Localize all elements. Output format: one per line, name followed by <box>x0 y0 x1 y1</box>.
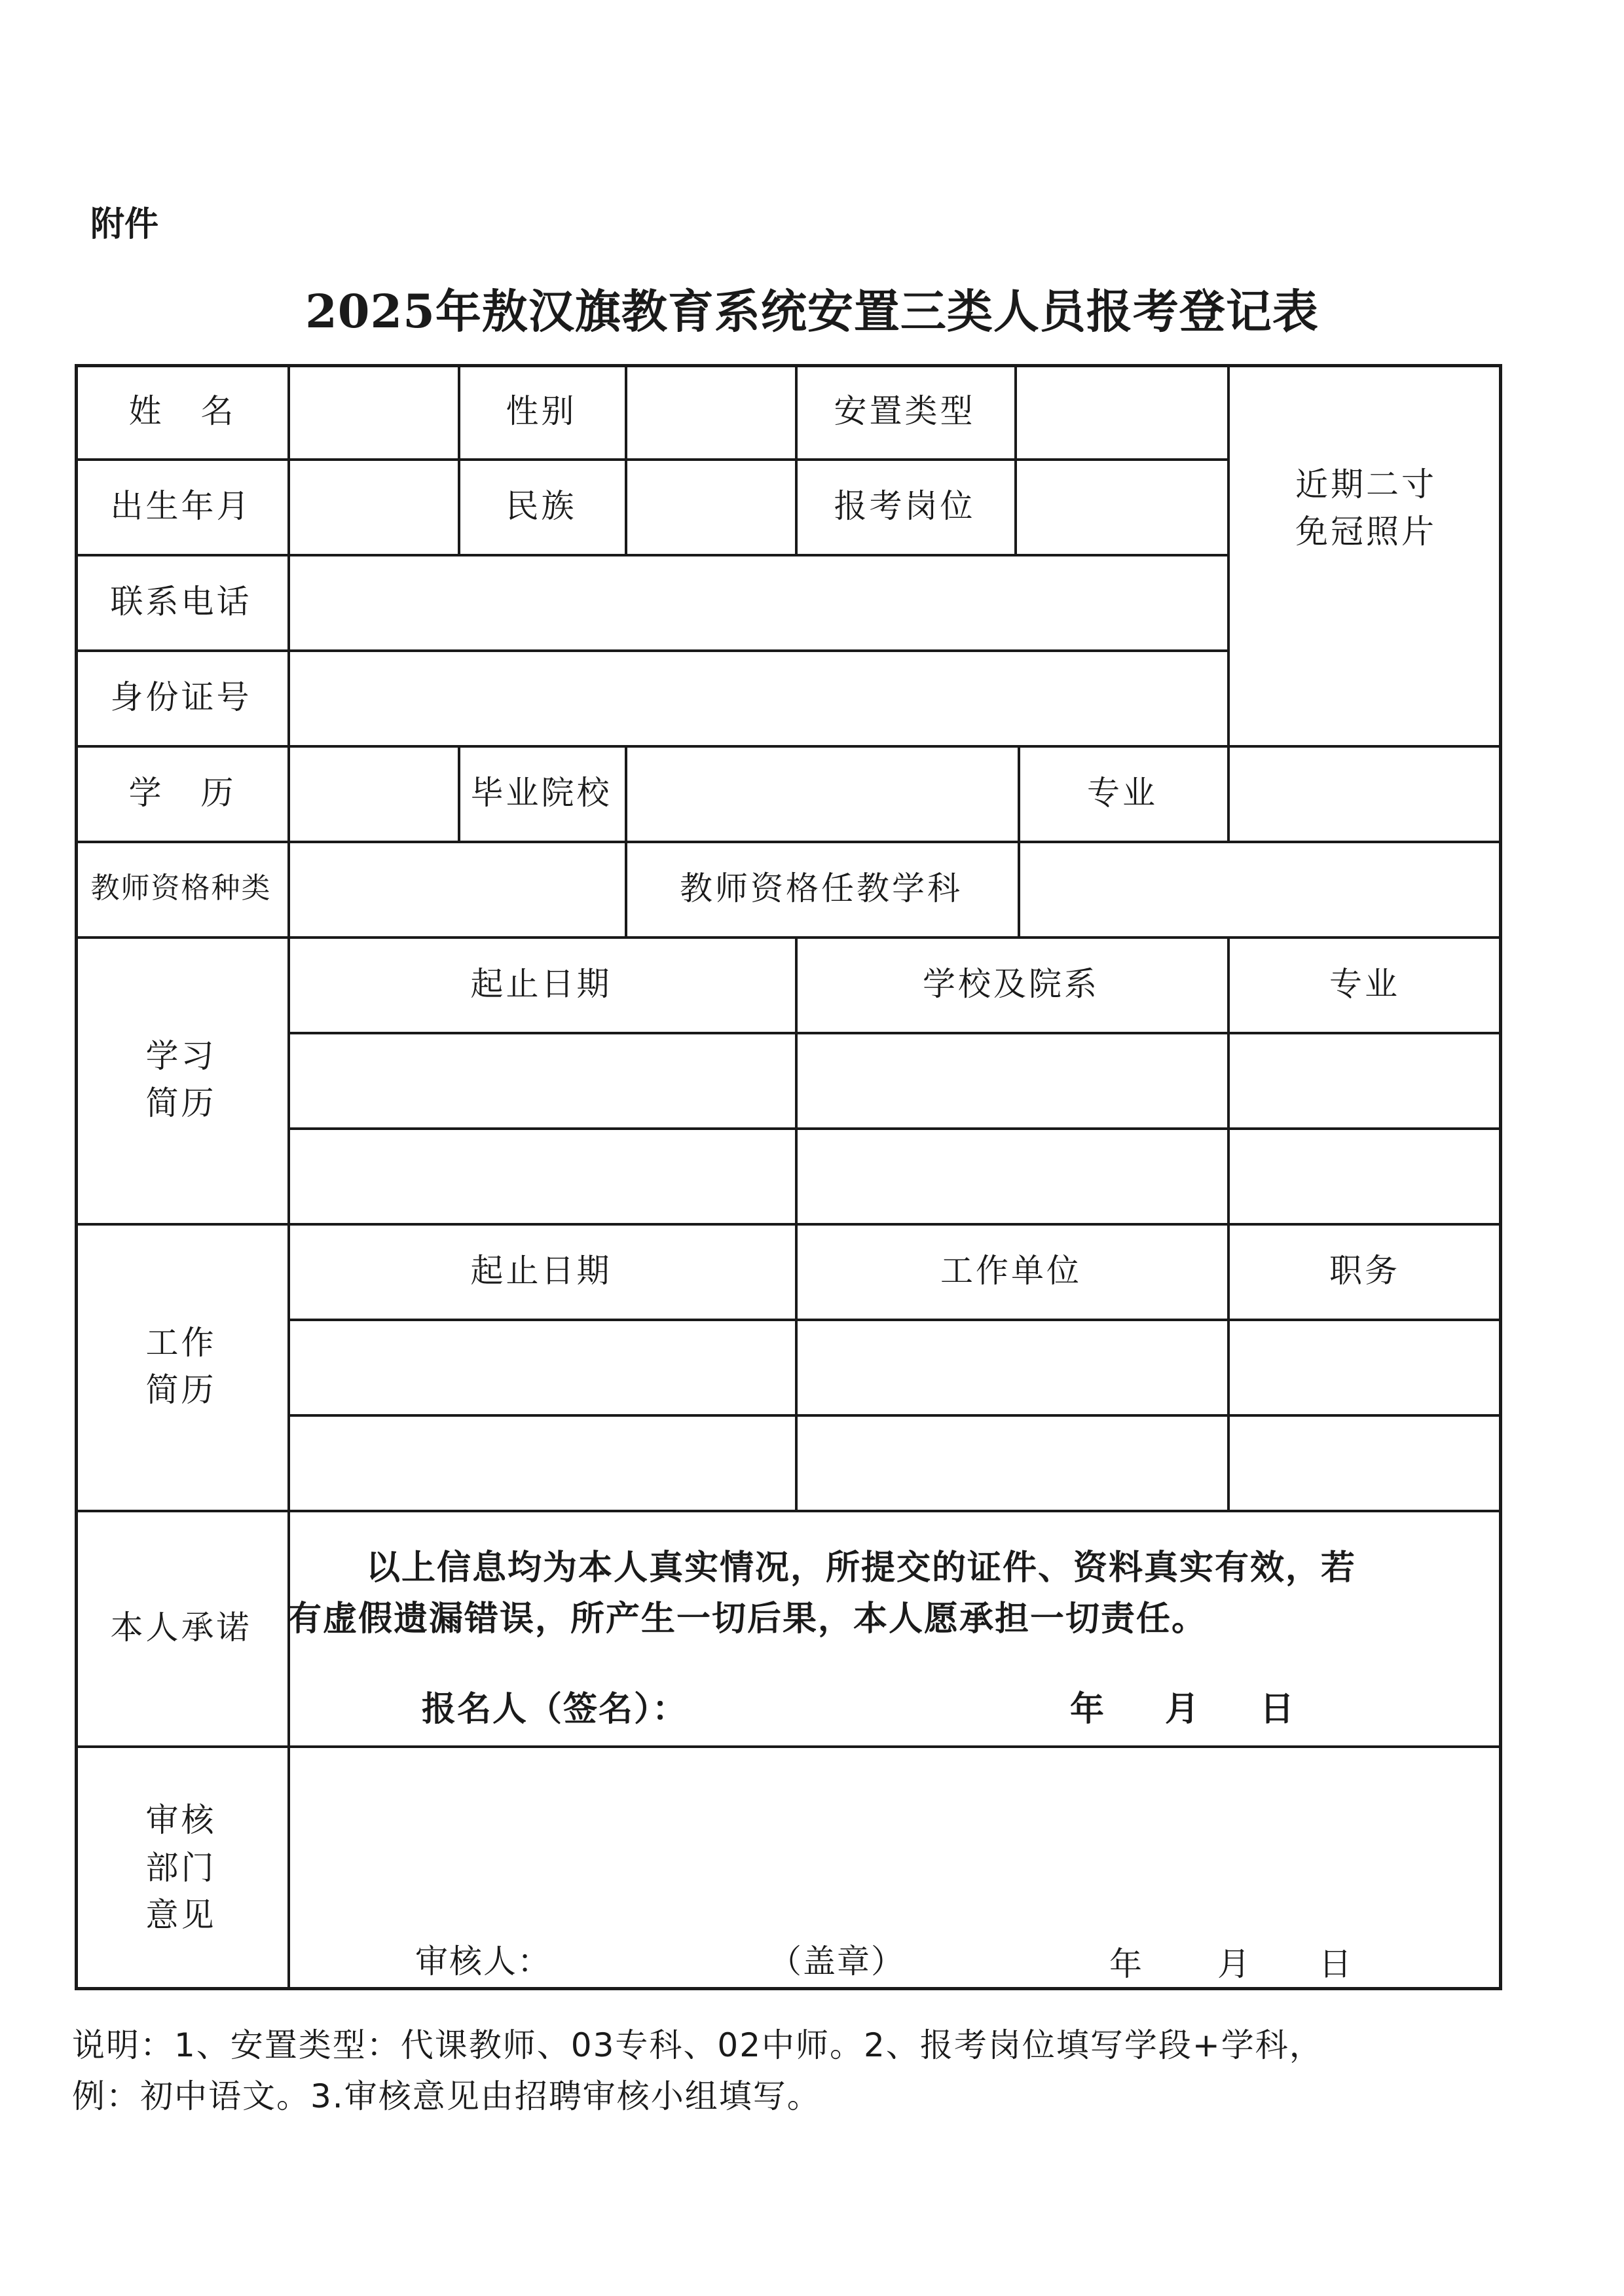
col-line <box>287 364 290 1990</box>
form-notes <box>72 2020 1552 2122</box>
photo-box <box>1230 364 1502 652</box>
promise-text <box>287 1542 1499 1645</box>
label-birth: 出生年月 <box>110 486 252 525</box>
promise-line1: 以上信息均为本人真实情况，所提交的证件、资料真实有效，若 <box>366 1548 1357 1588</box>
form-title: 2025年敖汉旗教育系统安置三类人员报考登记表 <box>305 284 1319 338</box>
label-ethnicity: 民族 <box>506 486 577 525</box>
col-line <box>625 745 627 841</box>
promise-month: 月 <box>1165 1690 1201 1729</box>
label-placement-type: 安置类型 <box>834 392 976 430</box>
label-id-number: 身份证号 <box>110 678 252 716</box>
review-label-line3: 意见 <box>145 1896 217 1935</box>
label-position: 报考岗位 <box>834 486 976 525</box>
registration-form <box>75 364 1502 1990</box>
study-label-line2: 简历 <box>145 1084 217 1122</box>
row-line <box>287 1127 1502 1130</box>
work-label-line1: 工作 <box>145 1323 217 1362</box>
photo-label-line2: 免冠照片 <box>1295 513 1437 551</box>
label-cert-type: 教师资格种类 <box>90 871 272 905</box>
row-line <box>287 1032 1502 1034</box>
promise-line2: 有虚假遗漏错误，所产生一切后果，本人愿承担一切责任。 <box>287 1599 1208 1639</box>
review-label-line2: 部门 <box>145 1848 217 1887</box>
label-phone: 联系电话 <box>110 582 252 621</box>
label-study-history <box>75 936 287 1223</box>
review-month: 月 <box>1217 1945 1251 1983</box>
photo-label-line1: 近期二寸 <box>1295 465 1437 503</box>
label-review <box>75 1745 287 1990</box>
work-header-title: 职务 <box>1329 1251 1400 1290</box>
review-year: 年 <box>1109 1945 1143 1983</box>
label-major: 专业 <box>1087 773 1158 812</box>
label-name: 姓名 <box>128 392 273 430</box>
review-day: 日 <box>1319 1945 1353 1983</box>
attachment-label: 附件 <box>90 205 159 244</box>
row-line <box>287 1319 1502 1321</box>
work-header-date: 起止日期 <box>470 1251 612 1290</box>
label-promise: 本人承诺 <box>110 1608 252 1647</box>
study-header-school: 学校及院系 <box>923 964 1099 1003</box>
reviewer-label: 审核人： <box>415 1942 551 1980</box>
study-label-line1: 学习 <box>145 1036 217 1075</box>
note-line1: 说明：1、安置类型：代课教师、03专科、02中师。2、报考岗位填写学段+学科， <box>72 2026 1323 2064</box>
study-header-date: 起止日期 <box>470 964 612 1003</box>
row-line <box>287 1414 1502 1417</box>
label-education: 学历 <box>128 773 273 812</box>
note-line2: 例：初中语文。3.审核意见由招聘审核小组填写。 <box>72 2077 821 2115</box>
work-header-employer: 工作单位 <box>940 1251 1082 1290</box>
work-label-line2: 简历 <box>145 1371 217 1409</box>
promise-year: 年 <box>1070 1690 1106 1729</box>
promise-day: 日 <box>1260 1690 1296 1729</box>
signature-label: 报名人（签名）： <box>422 1690 688 1729</box>
review-label-line1: 审核 <box>145 1801 217 1840</box>
label-work-history <box>75 1223 287 1510</box>
study-header-major: 专业 <box>1329 964 1400 1003</box>
label-cert-subject: 教师资格任教学科 <box>680 869 963 907</box>
label-school: 毕业院校 <box>470 773 612 812</box>
label-gender: 性别 <box>506 392 577 430</box>
col-line <box>1014 364 1017 554</box>
col-line <box>625 364 627 554</box>
seal-label: （盖章） <box>769 1942 905 1980</box>
